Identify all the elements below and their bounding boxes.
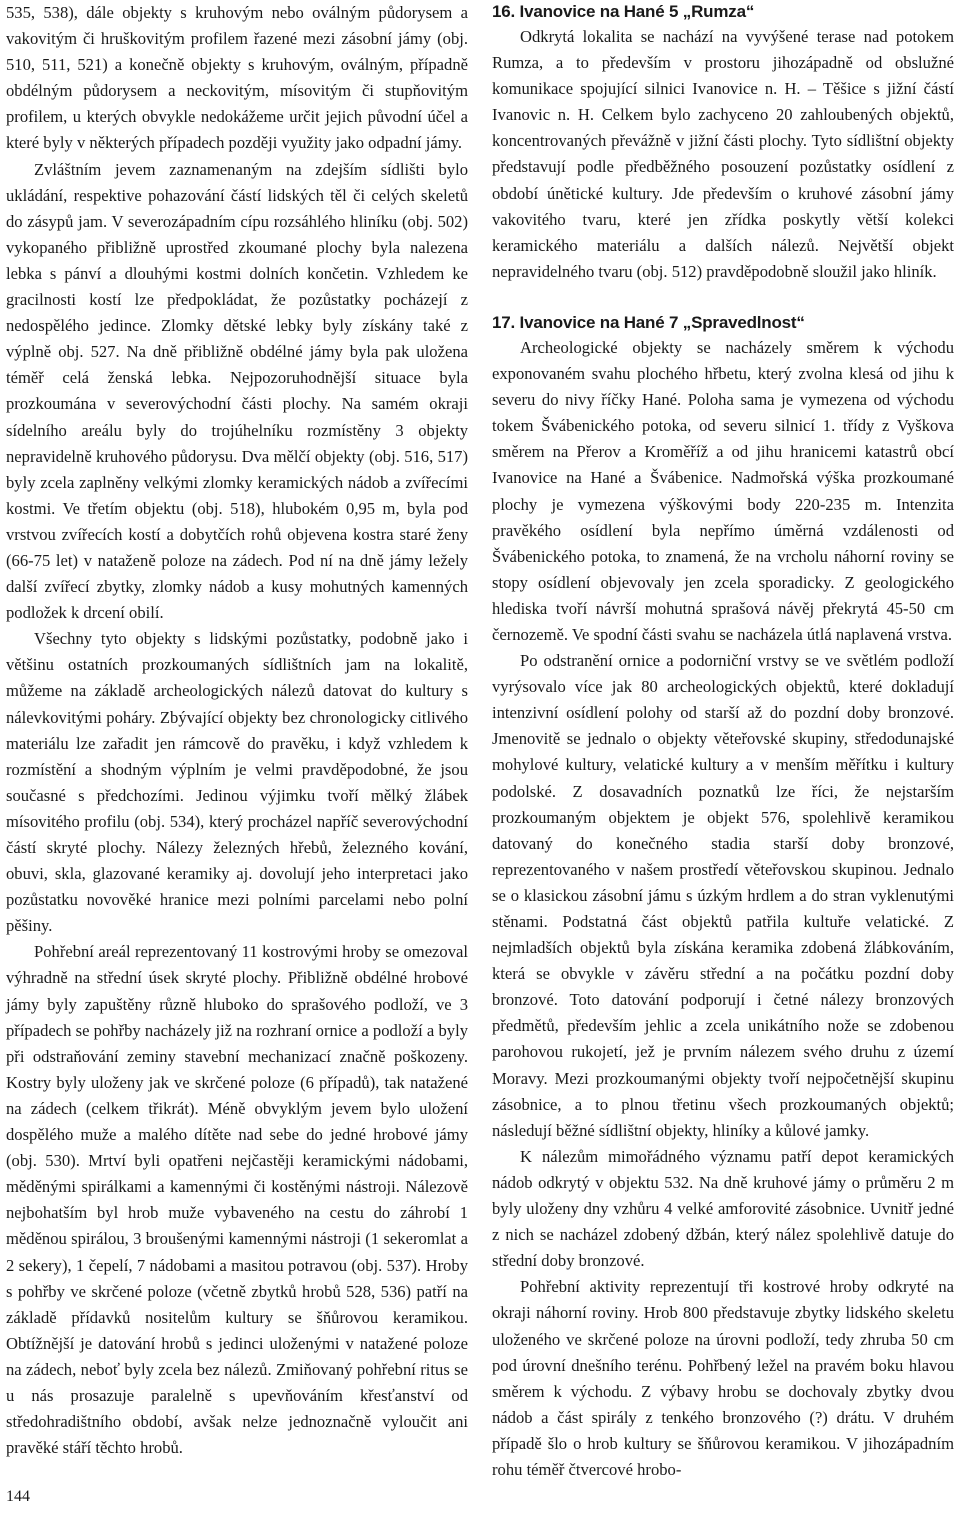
section-spacer	[492, 285, 954, 311]
right-column	[492, 0, 954, 1483]
section-heading: 16. Ivanovice na Hané 5 „Rumza“	[492, 2, 755, 21]
section-heading: 17. Ivanovice na Hané 7 „Spravedlnost“	[492, 312, 805, 332]
paragraph: Archeologické objekty se nacházely směrem k východu exponovaném svahu plochého hřbetu, který zvolna klesá od jihu k severu do nivy říčky Hané. Poloha sama je vymezena od východu tokem Švábenického potoka, od severu silnicí 1. třídy z Vyškova směrem na Přerov a Kroměříž a od jihu hranicemi katastrů obcí Ivanovice na Hané a Švábenice. Nadmořská výška prozkoumané plochy je vymezena výškovými body 220-235 m. Intenzita pravěkého osídlení byla nepřímo úměrná vzdálenosti od Švábenického potoka, to znamená, že na vrcholu náhorní roviny se stopy osídlení objevovaly jen zcela sporadicky. Z geologického hlediska tvoří návrší mohutná sprašová návěj překrytá 45-50 cm černozemě. Ve spodní části svahu se nacházela útlá naplavená vrstva.	[492, 337, 954, 644]
paragraph: Pohřební areál reprezentovaný 11 kostrovými hroby se omezoval výhradně na střední úsek skryté plochy. Přibližně obdélné hrobové jámy byly zapuštěny různě hluboko do sprašového podloží, ve 3 případech se pohřby nacházely již na rozhraní ornice a podloží a byly při odstraňování zeminy stavební mechanizací značně poškozeny. Kostry byly uloženy jak ve skrčené poloze (6 případů), tak natažené na zádech (celkem třikrát). Méně obvyklým jevem bylo uložení dospělého muže a malého dítěte nad sebe do jedné hrobové jámy (obj. 530). Mrtví byli opatřeni nejčastěji keramickými nádobami, měděnými spirálkami a kamennými či kostěnými nástroji. Nálezově nejbohatším byl hrob muže vybaveného na cestu do záhrobí 1 měděnou spirálou, 3 broušenými kamennými nástroji (1 sekeromlat a 2 sekery), 1 čepelí, 7 nádobami a masitou potravou (obj. 537). Hroby s pohřby ve skrčené poloze (včetně zbytků hrobů 528, 536) patří na základě přídavků nositelům kultury se šňůrovou keramikou. Obtížnější je datování hrobů s jedinci uloženými v natažené poloze na zádech, neboť byly zcela bez nálezů. Zmiňovaný pohřební ritus se u nás prosazuje paralelně s upevňováním křesťanství od středohradištního období, avšak nelze jednoznačně vyloučit ani pravěké stáří těchto hrobů.	[6, 942, 468, 1458]
paragraph: Odkrytá lokalita se nachází na vyvýšené terase nad potokem Rumza, a to především v prostoru jihozápadně od obslužné komunikace spojující silnici Ivanovice n. H. – Těšice s jižní částí Ivanovic n. H. Celkem bylo zachyceno 20 zahloubených objektů, koncentrovaných převážně v jižní části plochy. Tyto sídlištní objekty představují podle předběžného posouzení pozůstatky osídlení z období únětické kultury. Jde především o kruhové zásobní jámy vakovitého tvaru, které jen zřídka poskytly větší kolekci keramického materiálu a dalších nálezů. Největší objekt nepravidelného tvaru (obj. 512) pravděpodobně sloužil jako hliník.	[492, 27, 954, 281]
paragraph: Všechny tyto objekty s lidskými pozůstatky, podobně jako i většinu ostatních prozkoumaných sídlištních jam na lokalitě, můžeme na základě archeologických nálezů datovat do kultury s nálevkovitými poháry. Zbývající objekty bez chronologicky citlivého materiálu lze zařadit jen rámcově do pravěku, i když vzhledem k rozmístění a shodným výplním je velmi pravděpodobné, že jsou současné s předchozími. Jedinou výjimku tvoří mělký žlábek mísovitého profilu (obj. 534), který procházel napříč severovýchodní částí skryté plochy. Nálezy železných hřebů, železného kování, obuvi, skla, glazované keramiky aj. dovolují jeho interpretaci jako pozůstatku novověké hranice mezi polními parcelami nebo polní pěšiny.	[6, 629, 468, 936]
paragraph: Po odstranění ornice a podorniční vrstvy se ve světlém podloží vyrýsovalo více jak 80 archeologických objektů, které dokladují intenzivní osídlení polohy od starší až do pozdní doby bronzové. Jmenovitě se jednalo o objekty věteřovské skupiny, středodunajské mohylové kultury, velatické kultury a v menším měřítku i kultury podolské. Z dosavadních poznatků lze říci, že nejstarším prozkoumaným objektem je objekt 576, spolehlivě keramikou datovaný do konečného stadia starší doby bronzové, reprezentovaného v našem prostředí věteřovskou skupinou. Jednalo se o klasickou zásobní jámu s úzkým hrdlem a do stran vyklenutými stěnami. Podstatná část objektů patřila kultuře velatické. Z nejmladších objektů byla získána keramika zdobená žlábkováním, která se obvykle v závěru střední a na počátku pozdní doby bronzové. Toto datování podporují i četné nálezy bronzových předmětů, především jehlic a zcela unikátního nože se zdobenou parohovou rukojetí, jež je prvním nálezem svého druhu z území Moravy. Mezi prozkoumanými objekty tvoří nejpočetnější skupinu zásobnice, a to plnou třetinu všech prozkoumaných objektů; následují běžné sídlištní objekty, hliníky a kůlové jamky.	[492, 651, 954, 1140]
left-column	[6, 0, 468, 1461]
paragraph: Zvláštním jevem zaznamenaným na zdejším sídlišti bylo ukládání, respektive pohazování částí lidských těl či celých skeletů do zásypů jam. V severozápadním cípu rozsáhlého hliníku (obj. 502) vykopaného přibližně uprostřed zkoumané plochy byla nalezena lebka s pánví a dlouhými kostmi dolních končetin. Vzhledem ke gracilnosti kostí lze předpokládat, že pozůstatky pocházejí z nedospělého jedince. Zlomky dětské lebky byly získány také z výplně obj. 527. Na dně přibližně obdélné jámy byla pak uložena téměř celá ženská lebka. Nejpozoruhodnější situace byla prozkoumána v severovýchodní části plochy. Na samém okraji sídelního areálu byly do trojúhelníku rozmístěny 3 objekty nepravidelně kruhového půdorysu. Dva mělčí objekty (obj. 516, 517) byly zcela zaplněny velkými zlomky keramických nádob a zvířecími kostmi. Ve třetím objektu (obj. 518), hlubokém 0,95 m, byla pod vrstvou zvířecích kostí a dobytčích rohů objevena kostra staré ženy (66-75 let) v nataženě poloze na zádech. Pod ní na dně jámy ležely další zvířecí zbytky, zlomky nádob a kusy mohutných kamenných podložek k drcení obilí.	[6, 159, 468, 623]
page-number: 144	[6, 1488, 30, 1505]
paragraph: Pohřební aktivity reprezentují tři kostrové hroby odkryté na okraji náhorní roviny. Hrob 800 představuje zbytky lidského skeletu uloženého ve skrčené poloze na úrovni podloží, tedy zhruba 50 cm pod úrovní dnešního terénu. Pohřbený ležel na pravém boku hlavou směrem k východu. Z výbavy hrobu se dochovaly zbytky dvou nádob a část spirály z tenkého bronzového (?) drátu. V druhém případě šlo o hrob kultury se šňůrovou keramikou. V jihozápadním rohu téměř čtvercové hrobo-	[492, 1277, 954, 1479]
paragraph: 535, 538), dále objekty s kruhovým nebo oválným půdorysem a vakovitým či hruškovitým profilem řazené mezi zásobní jámy (obj. 510, 511, 521) a konečně objekty s kruhovým, oválným, případně obdélným půdorysem a neckovitým, mísovitým či stupňovitým profilem, u kterých obvykle nedokážeme určit jejich původní účel a které byly v některých případech později využity jako odpadní jámy.	[6, 3, 468, 153]
paragraph: K nálezům mimořádného významu patří depot keramických nádob odkrytý v objektu 532. Na dně kruhové jámy o průměru 2 m byly uloženy dny vzhůru 4 velké amforovité zásobnice. Uvnitř jedné z nich se nacházel zdobený džbán, který nález spolehlivě datuje do střední doby bronzové.	[492, 1146, 954, 1271]
